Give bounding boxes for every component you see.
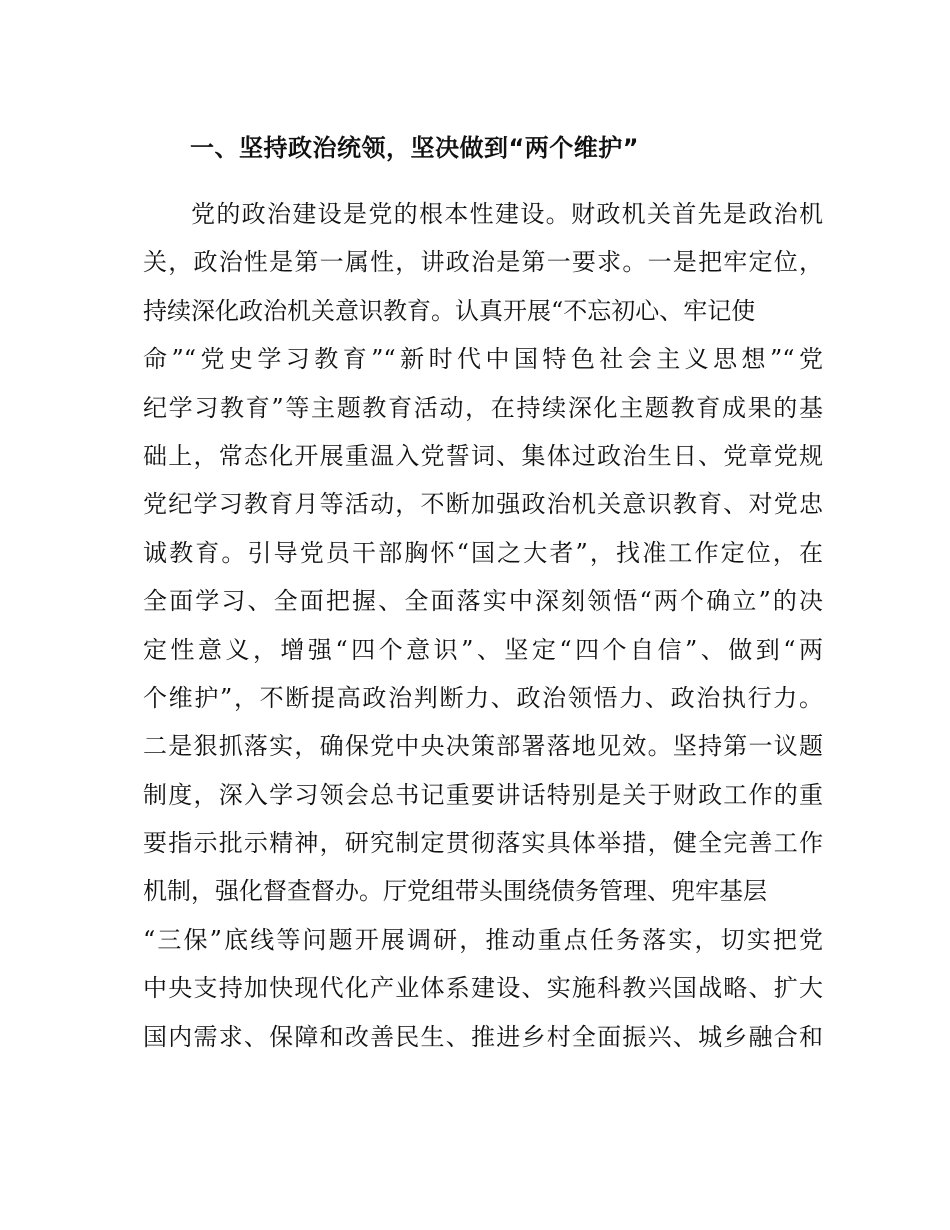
text-line: 定性意义，增强“四个意识”、坚定“四个自信”、做到“两 <box>143 635 823 664</box>
text-line: 国内需求、保障和改善民生、推进乡村全面振兴、城乡融合和 <box>143 1022 823 1051</box>
text-line: 中央支持加快现代化产业体系建设、实施科教兴国战略、扩大 <box>143 974 823 1003</box>
text-line: 二是狠抓落实，确保党中央决策部署落地见效。坚持第一议题 <box>143 732 823 761</box>
text-line: 制度，深入学习领会总书记重要讲话特别是关于财政工作的重 <box>143 780 823 809</box>
text-line: 命”“党史学习教育”“新时代中国特色社会主义思想”“党 <box>143 345 823 374</box>
section-heading: 一、坚持政治统领，坚决做到“两个维护” <box>190 134 640 162</box>
text-line: 诚教育。引导党员干部胸怀“国之大者”，找准工作定位，在 <box>143 538 823 567</box>
body-paragraph <box>143 190 823 1061</box>
text-line: 党纪学习教育月等活动，不断加强政治机关意识教育、对党忠 <box>143 490 823 519</box>
text-line: 关，政治性是第一属性，讲政治是第一要求。一是把牢定位， <box>143 248 823 277</box>
text-line: 纪学习教育”等主题教育活动，在持续深化主题教育成果的基 <box>143 393 823 422</box>
text-line: 础上，常态化开展重温入党誓词、集体过政治生日、党章党规 <box>143 441 823 470</box>
text-line: 要指示批示精神，研究制定贯彻落实具体举措，健全完善工作 <box>143 829 823 858</box>
text-line: 党的政治建设是党的根本性建设。财政机关首先是政治机 <box>191 200 823 228</box>
text-line: 全面学习、全面把握、全面落实中深刻领悟“两个确立”的决 <box>143 587 823 616</box>
text-line: 个维护”，不断提高政治判断力、政治领悟力、政治执行力。 <box>143 683 823 712</box>
text-line: “三保”底线等问题开展调研，推动重点任务落实，切实把党 <box>143 925 823 954</box>
text-line: 持续深化政治机关意识教育。认真开展“不忘初心、牢记使 <box>143 296 756 325</box>
text-line: 机制，强化督查督办。厅党组带头围绕债务管理、兜牢基层 <box>143 877 767 906</box>
